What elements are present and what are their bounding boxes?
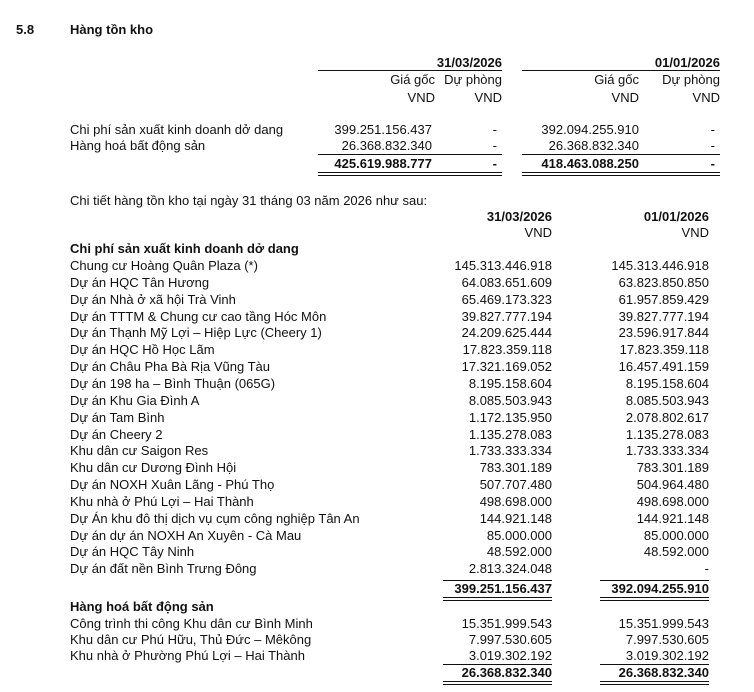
table-row bbox=[0, 443, 754, 459]
summary-row-cost-1: 26.368.832.340 bbox=[341, 138, 432, 153]
row-value-2026-03: 24.209.625.444 bbox=[461, 325, 552, 341]
row-label: Dự án Cheery 2 bbox=[70, 426, 163, 442]
row-value-2026-03: 85.000.000 bbox=[486, 527, 552, 543]
row-value-2026-03: 1.172.135.950 bbox=[468, 409, 552, 425]
row-value-2026-03: 498.698.000 bbox=[479, 493, 552, 509]
group-title: Hàng hoá bất động sản bbox=[70, 599, 214, 614]
row-value-2026-03: 783.301.189 bbox=[479, 460, 552, 476]
row-value-2026-01: 3.019.302.192 bbox=[625, 648, 709, 663]
summary-total-double-rule-2 bbox=[522, 172, 720, 176]
row-label: Khu nhà ở Phường Phú Lợi – Hai Thành bbox=[70, 648, 305, 663]
summary-total-cost-1: 425.619.988.777 bbox=[334, 156, 432, 171]
table-row bbox=[0, 359, 754, 375]
group-2-total-1: 26.368.832.340 bbox=[461, 665, 552, 680]
row-value-2026-01: 504.964.480 bbox=[636, 477, 709, 493]
row-value-2026-03: 15.351.999.543 bbox=[461, 616, 552, 631]
summary-row bbox=[0, 122, 754, 138]
row-value-2026-01: 15.351.999.543 bbox=[618, 616, 709, 631]
row-value-2026-03: 1.733.333.334 bbox=[468, 443, 552, 459]
section-title: Hàng tồn kho bbox=[70, 22, 154, 37]
row-value-2026-01: 63.823.850.850 bbox=[618, 274, 709, 290]
row-value-2026-01: 17.823.359.118 bbox=[619, 342, 709, 358]
group-1-total-1: 399.251.156.437 bbox=[454, 581, 552, 596]
row-value-2026-01: 498.698.000 bbox=[636, 493, 709, 509]
row-value-2026-01: 1.733.333.334 bbox=[625, 443, 709, 459]
summary-row-cost-2: 26.368.832.340 bbox=[548, 138, 639, 153]
summary-date-1: 31/03/2026 bbox=[436, 55, 502, 70]
row-label: Khu dân cư Saigon Res bbox=[70, 443, 209, 459]
row-label: Dự án 198 ha – Bình Thuận (065G) bbox=[70, 375, 276, 391]
table-row bbox=[0, 258, 754, 274]
row-value-2026-03: 3.019.302.192 bbox=[468, 648, 552, 663]
summary-row-label: Hàng hoá bất động sản bbox=[70, 138, 206, 153]
table-row bbox=[0, 648, 754, 664]
row-value-2026-03: 2.813.324.048 bbox=[468, 561, 552, 577]
group-1-total-double-rule-2 bbox=[600, 597, 709, 601]
table-row bbox=[0, 376, 754, 392]
row-value-2026-03: 64.083.651.609 bbox=[461, 274, 552, 290]
summary-currency-provision-1: VND bbox=[474, 90, 502, 105]
summary-row-label: Chi phí sản xuất kinh doanh dở dang bbox=[70, 122, 284, 137]
row-label: Khu nhà ở Phú Lợi – Hai Thành bbox=[70, 493, 254, 509]
row-value-2026-03: 144.921.148 bbox=[479, 510, 552, 526]
row-label: Dự án HQC Tây Ninh bbox=[70, 544, 195, 560]
summary-header-rule-1 bbox=[318, 70, 502, 71]
summary-col-cost-1: Giá gốc bbox=[390, 72, 435, 87]
row-value-2026-01: 783.301.189 bbox=[636, 460, 709, 476]
row-value-2026-01: 85.000.000 bbox=[643, 527, 709, 543]
summary-total-double-rule-1 bbox=[318, 172, 502, 176]
table-row bbox=[0, 460, 754, 476]
detail-intro: Chi tiết hàng tồn kho tại ngày 31 tháng 03 năm 2026 như sau: bbox=[70, 193, 428, 208]
row-value-2026-01: 61.957.859.429 bbox=[618, 291, 709, 307]
row-value-2026-01: 48.592.000 bbox=[643, 544, 709, 560]
row-value-2026-03: 65.469.173.323 bbox=[461, 291, 552, 307]
group-2-total-double-rule-2 bbox=[600, 681, 709, 685]
row-value-2026-01: 7.997.530.605 bbox=[625, 632, 709, 647]
row-label: Dự án dự án NOXH An Xuyên - Cà Mau bbox=[70, 527, 302, 543]
table-row bbox=[0, 275, 754, 291]
row-label: Công trình thi công Khu dân cư Bình Minh bbox=[70, 616, 313, 631]
summary-row-provision-1: - bbox=[492, 122, 497, 137]
row-label: Khu dân cư Phú Hữu, Thủ Đức – Mêkông bbox=[70, 632, 312, 647]
table-row bbox=[0, 632, 754, 648]
row-label: Khu dân cư Dương Đình Hội bbox=[70, 460, 237, 476]
table-row bbox=[0, 616, 754, 632]
group-title: Chi phí sản xuất kinh doanh dở dang bbox=[70, 241, 299, 256]
row-label: Chung cư Hoàng Quân Plaza (*) bbox=[70, 258, 258, 273]
table-row bbox=[0, 410, 754, 426]
detail-date-2: 01/01/2026 bbox=[643, 209, 709, 224]
summary-col-provision-2: Dự phòng bbox=[662, 72, 720, 87]
row-label: Dự án NOXH Xuân Lãng - Phú Thọ bbox=[70, 477, 275, 493]
table-row bbox=[0, 544, 754, 560]
row-value-2026-03: 8.085.503.943 bbox=[468, 392, 552, 408]
row-value-2026-01: 23.596.917.844 bbox=[618, 325, 709, 341]
summary-row bbox=[0, 138, 754, 154]
summary-total-provision-1: - bbox=[492, 156, 497, 171]
summary-row-provision-2: - bbox=[710, 122, 715, 137]
table-row bbox=[0, 325, 754, 341]
table-row bbox=[0, 342, 754, 358]
table-row bbox=[0, 427, 754, 443]
row-label: Dự án HQC Tân Hương bbox=[70, 274, 210, 290]
summary-total-cost-2: 418.463.088.250 bbox=[541, 156, 639, 171]
summary-subtotal-rule-2 bbox=[522, 154, 720, 155]
summary-row-cost-2: 392.094.255.910 bbox=[541, 122, 639, 137]
summary-total-row bbox=[0, 156, 754, 172]
row-label: Dự án Nhà ở xã hội Trà Vinh bbox=[70, 291, 236, 307]
group-2-total-double-rule-1 bbox=[443, 681, 552, 685]
row-value-2026-03: 7.997.530.605 bbox=[468, 632, 552, 647]
row-label: Dự Án khu đô thị dịch vụ cụm công nghiệp Tân An bbox=[70, 510, 360, 526]
row-value-2026-01: 2.078.802.617 bbox=[625, 409, 709, 425]
summary-currency-cost-1: VND bbox=[407, 90, 435, 105]
row-value-2026-03: 39.827.777.194 bbox=[461, 308, 552, 324]
row-value-2026-01: - bbox=[704, 561, 709, 577]
row-label: Dự án đất nền Bình Trưng Đông bbox=[70, 561, 257, 577]
summary-col-provision-1: Dự phòng bbox=[444, 72, 502, 87]
detail-currency-1: VND bbox=[524, 225, 552, 240]
row-label: Dự án Châu Pha Bà Rịa Vũng Tàu bbox=[70, 359, 270, 375]
table-row bbox=[0, 477, 754, 493]
row-value-2026-01: 16.457.491.159 bbox=[618, 359, 709, 375]
table-row bbox=[0, 528, 754, 544]
detail-currency-2: VND bbox=[681, 225, 709, 240]
row-value-2026-01: 1.135.278.083 bbox=[625, 426, 709, 442]
row-value-2026-03: 1.135.278.083 bbox=[468, 426, 552, 442]
row-value-2026-01: 144.921.148 bbox=[636, 510, 709, 526]
row-value-2026-03: 8.195.158.604 bbox=[468, 375, 552, 391]
row-value-2026-03: 17.321.169.052 bbox=[461, 359, 552, 375]
summary-subtotal-rule-1 bbox=[318, 154, 502, 155]
group-1-total-2: 392.094.255.910 bbox=[611, 581, 709, 596]
summary-currency-cost-2: VND bbox=[611, 90, 639, 105]
group-1-total-double-rule-1 bbox=[443, 597, 552, 601]
row-value-2026-03: 507.707.480 bbox=[479, 477, 552, 493]
table-row bbox=[0, 511, 754, 527]
row-label: Dự án Khu Gia Đình A bbox=[70, 392, 200, 408]
summary-total-provision-2: - bbox=[710, 156, 715, 171]
row-label: Dự án Tam Bình bbox=[70, 409, 165, 425]
row-value-2026-03: 48.592.000 bbox=[486, 544, 552, 560]
summary-col-cost-2: Giá gốc bbox=[594, 72, 639, 87]
summary-header-rule-2 bbox=[522, 70, 720, 71]
table-row bbox=[0, 393, 754, 409]
table-row bbox=[0, 561, 754, 577]
summary-date-2: 01/01/2026 bbox=[654, 55, 720, 70]
summary-row-provision-2: - bbox=[710, 138, 715, 153]
summary-row-cost-1: 399.251.156.437 bbox=[334, 122, 432, 137]
row-label: Dự án TTTM & Chung cư cao tầng Hóc Môn bbox=[70, 308, 327, 324]
detail-date-1: 31/03/2026 bbox=[486, 209, 552, 224]
summary-currency-provision-2: VND bbox=[692, 90, 720, 105]
summary-row-provision-1: - bbox=[492, 138, 497, 153]
group-2-total-2: 26.368.832.340 bbox=[618, 665, 709, 680]
row-value-2026-03: 17.823.359.118 bbox=[462, 342, 552, 358]
row-value-2026-01: 8.195.158.604 bbox=[625, 375, 709, 391]
table-row bbox=[0, 494, 754, 510]
row-label: Dự án HQC Hồ Học Lãm bbox=[70, 342, 215, 358]
row-value-2026-01: 8.085.503.943 bbox=[625, 392, 709, 408]
row-label: Dự án Thạnh Mỹ Lợi – Hiệp Lực (Cheery 1) bbox=[70, 325, 322, 341]
row-value-2026-01: 39.827.777.194 bbox=[618, 308, 709, 324]
row-value-2026-03: 145.313.446.918 bbox=[454, 258, 552, 273]
table-row bbox=[0, 292, 754, 308]
row-value-2026-01: 145.313.446.918 bbox=[611, 258, 709, 273]
table-row bbox=[0, 309, 754, 325]
section-number: 5.8 bbox=[16, 22, 35, 37]
